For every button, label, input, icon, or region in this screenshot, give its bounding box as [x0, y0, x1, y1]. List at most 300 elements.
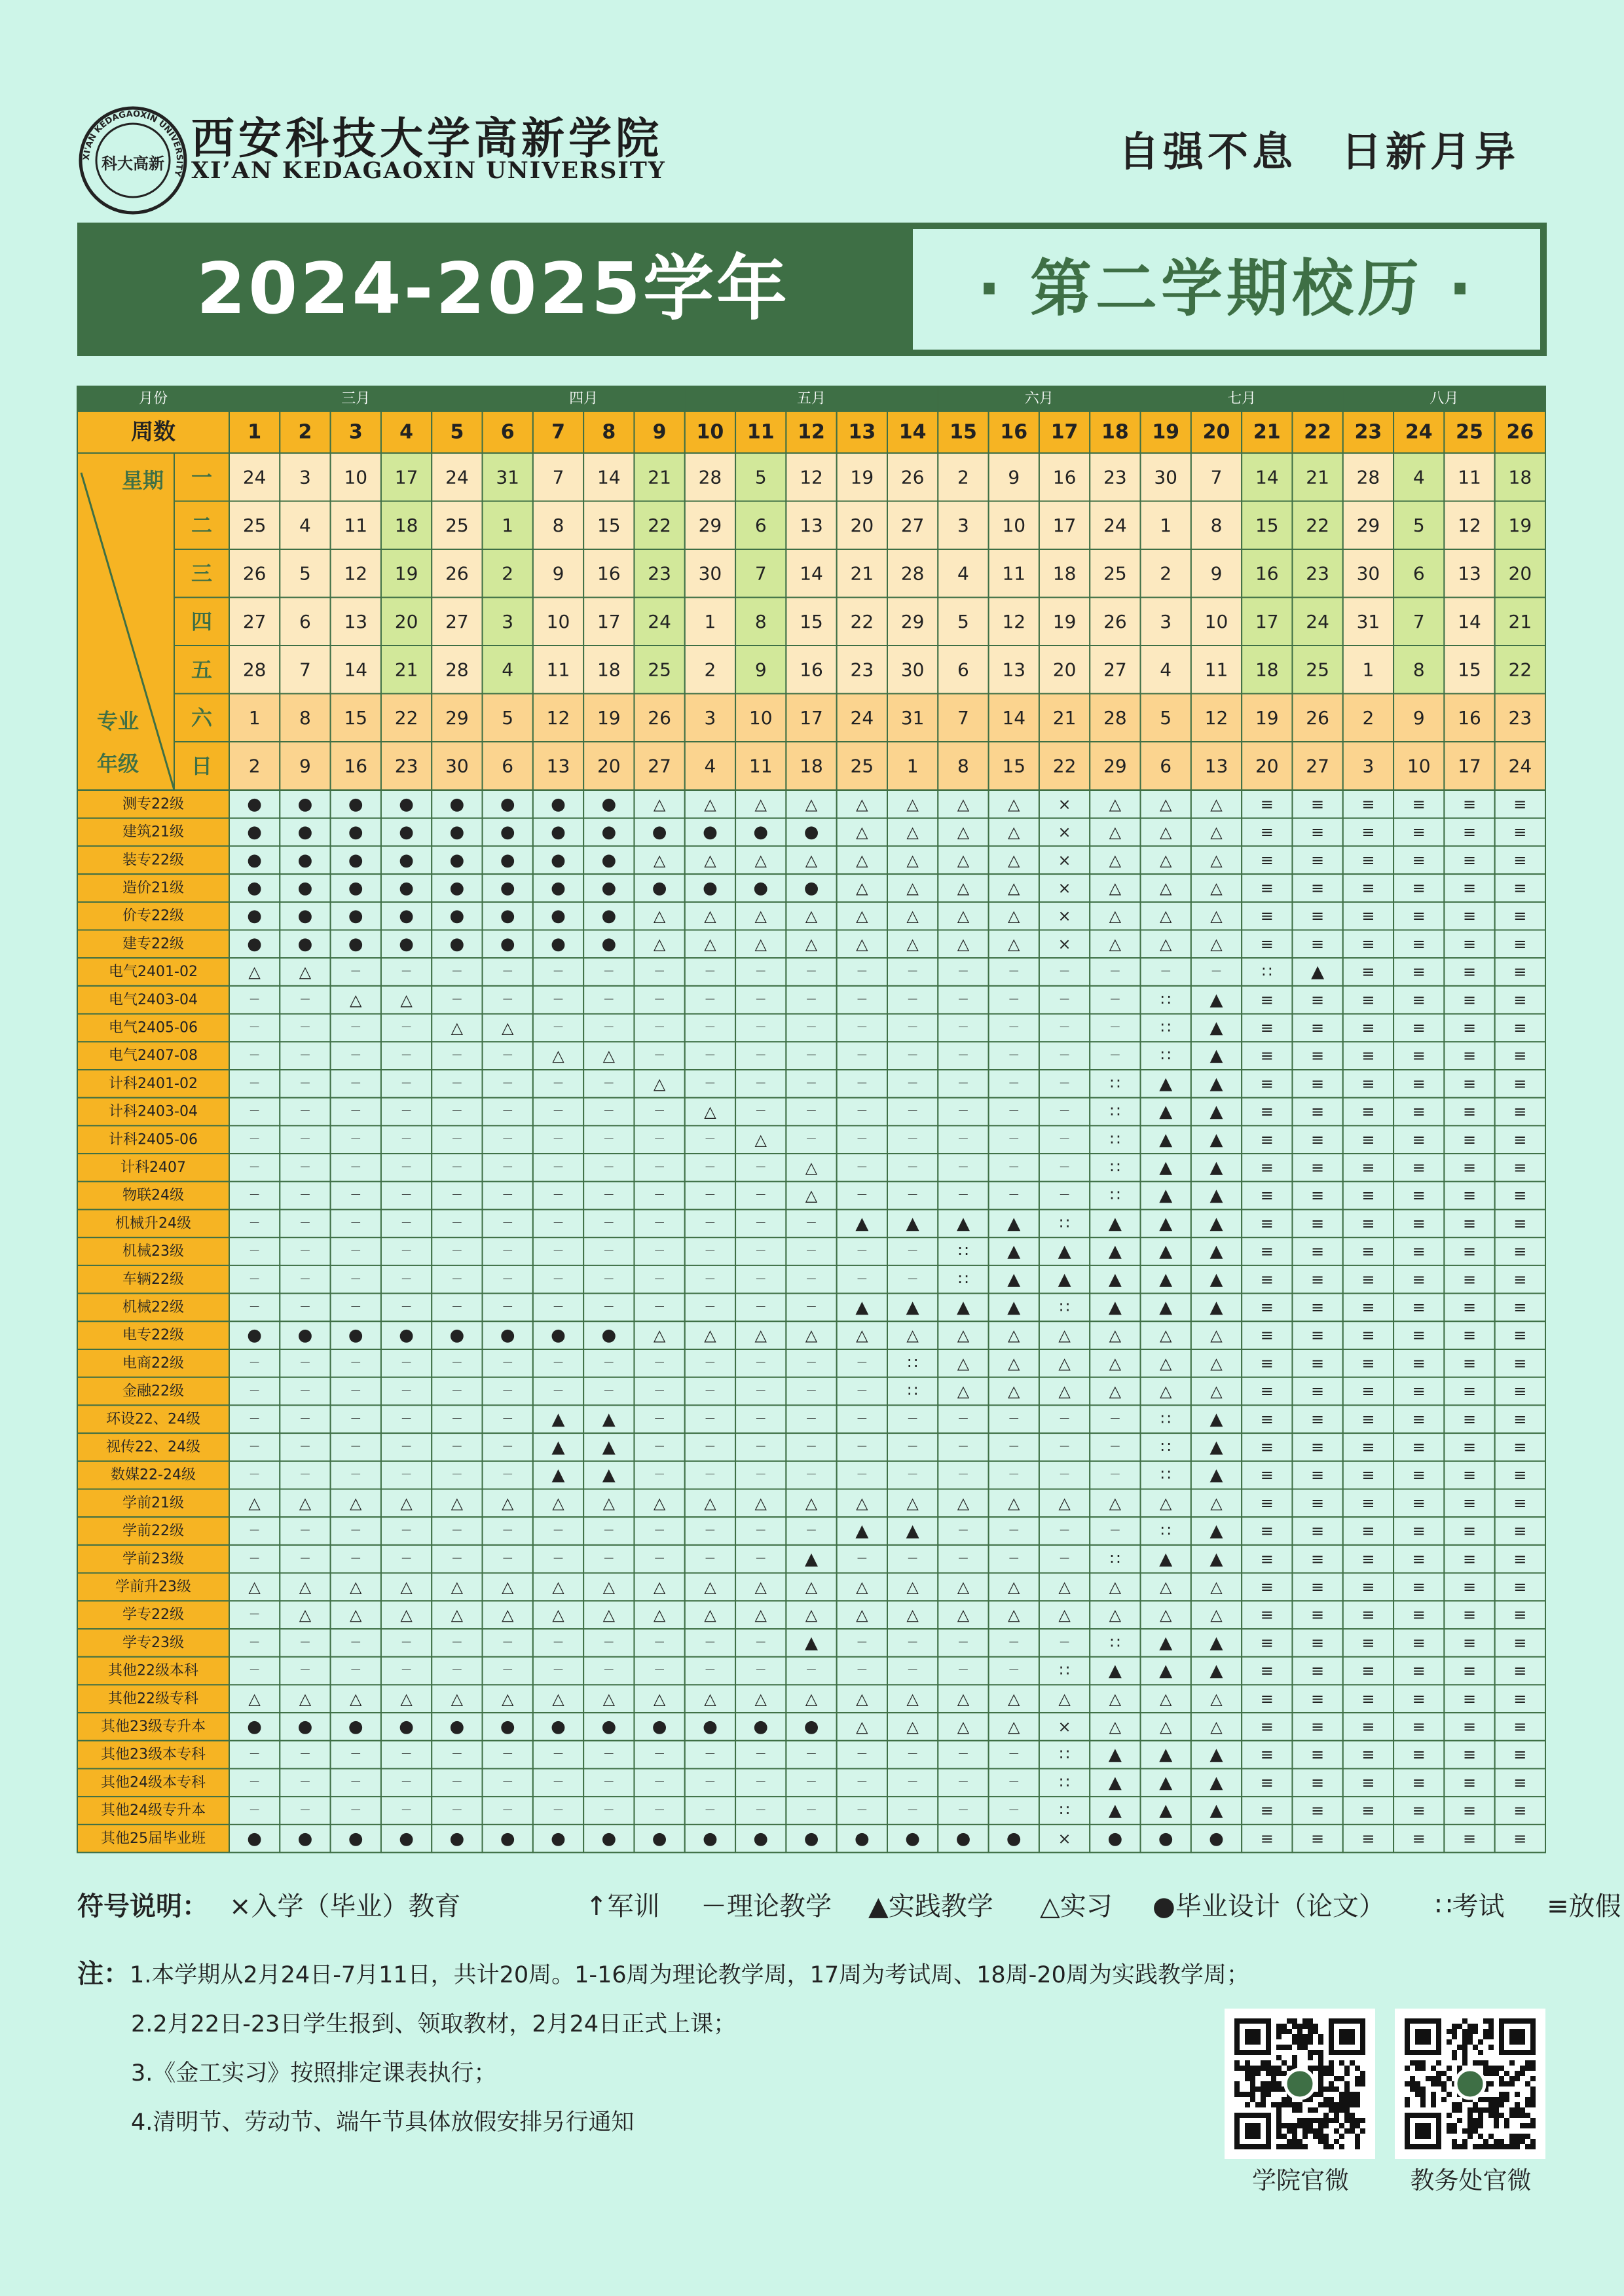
- date-number: 19: [1052, 610, 1077, 632]
- schedule-symbol: ●: [449, 906, 465, 926]
- date-number: 9: [1210, 562, 1223, 585]
- schedule-symbol: －: [1058, 1552, 1071, 1566]
- qr-module: [1302, 2045, 1308, 2050]
- schedule-symbol: ≡: [1462, 1801, 1477, 1820]
- schedule-symbol: －: [704, 1804, 716, 1818]
- qr-module: [1240, 2066, 1245, 2071]
- qr-module: [1478, 2123, 1483, 2128]
- schedule-symbol: ≡: [1462, 1717, 1477, 1736]
- schedule-symbol: －: [704, 1272, 716, 1286]
- schedule-symbol: －: [602, 1356, 615, 1370]
- schedule-symbol: ≡: [1361, 1466, 1375, 1485]
- qr-module: [1297, 2139, 1302, 2144]
- class-name: 价专22级: [122, 907, 184, 924]
- schedule-symbol: △: [653, 1493, 666, 1512]
- schedule-symbol: －: [350, 1356, 362, 1370]
- date-number: 28: [445, 659, 469, 681]
- schedule-symbol: ≡: [1361, 1801, 1375, 1820]
- class-name: 电气2401-02: [109, 964, 198, 981]
- schedule-symbol: △: [653, 1326, 666, 1345]
- schedule-symbol: △: [1109, 823, 1122, 842]
- date-number: 15: [800, 610, 823, 632]
- schedule-symbol: ≡: [1311, 823, 1325, 842]
- schedule-symbol: ∷: [1059, 1214, 1070, 1233]
- schedule-symbol: △: [856, 1605, 868, 1624]
- schedule-symbol: ●: [297, 934, 313, 954]
- schedule-symbol: －: [350, 1384, 362, 1398]
- qr-module: [1308, 2039, 1313, 2045]
- schedule-symbol: ≡: [1513, 1801, 1527, 1820]
- qr-module: [1292, 2060, 1297, 2066]
- date-number: 11: [546, 659, 570, 681]
- schedule-symbol: －: [1008, 1635, 1020, 1650]
- schedule-symbol: －: [957, 1049, 969, 1063]
- schedule-symbol: △: [754, 1577, 767, 1596]
- qr-module: [1488, 2029, 1494, 2034]
- schedule-symbol: △: [704, 1605, 716, 1624]
- qr-module: [1292, 2134, 1297, 2139]
- qr-module: [1339, 2134, 1344, 2139]
- month-label: 八月: [1430, 390, 1459, 407]
- schedule-symbol: ×: [1058, 823, 1071, 842]
- schedule-symbol: －: [957, 965, 969, 979]
- date-number: 6: [502, 755, 514, 777]
- schedule-symbol: ≡: [1311, 1270, 1325, 1289]
- week-number: 11: [747, 420, 775, 444]
- date-number: 29: [445, 706, 469, 729]
- date-number: 19: [394, 562, 418, 585]
- schedule-symbol: －: [350, 1552, 362, 1566]
- schedule-symbol: △: [754, 1130, 767, 1149]
- date-number: 6: [299, 610, 311, 632]
- date-number: 19: [1255, 706, 1279, 729]
- date-number: 4: [299, 514, 311, 536]
- logo-ring-text: XI'AN KEDAGAOXIN UNIVERSITY: [81, 109, 185, 177]
- qr-module: [1282, 2144, 1287, 2149]
- qr-module: [1515, 2134, 1520, 2139]
- date-number: 5: [502, 706, 514, 729]
- schedule-symbol: －: [754, 1049, 767, 1063]
- schedule-symbol: △: [602, 1689, 616, 1708]
- date-number: 5: [299, 562, 311, 585]
- schedule-symbol: ▲: [805, 1549, 819, 1569]
- schedule-symbol: －: [1008, 1524, 1020, 1539]
- schedule-symbol: ≡: [1361, 1438, 1375, 1457]
- schedule-symbol: △: [451, 1018, 464, 1037]
- schedule-symbol: －: [1058, 1524, 1071, 1539]
- schedule-symbol: ▲: [1209, 990, 1223, 1010]
- schedule-symbol: ●: [500, 878, 515, 898]
- schedule-symbol: △: [248, 1577, 261, 1596]
- schedule-symbol: △: [1159, 1689, 1172, 1708]
- qr-module: [1261, 2097, 1266, 2102]
- qr-module: [1494, 2139, 1499, 2144]
- schedule-symbol: △: [805, 1493, 818, 1512]
- qr-module: [1313, 2029, 1318, 2034]
- schedule-symbol: ≡: [1513, 1186, 1527, 1205]
- qr-module: [1287, 2097, 1292, 2102]
- schedule-symbol: ●: [399, 822, 414, 843]
- date-number: 20: [850, 514, 874, 536]
- schedule-symbol: －: [957, 1747, 969, 1762]
- schedule-symbol: ∷: [958, 1270, 969, 1289]
- schedule-symbol: △: [1159, 907, 1172, 926]
- schedule-symbol: ≡: [1412, 1605, 1426, 1624]
- schedule-symbol: －: [805, 1272, 818, 1286]
- date-number: 29: [900, 610, 925, 632]
- schedule-symbol: △: [1008, 1577, 1020, 1596]
- qr-finder-inner: [1245, 2123, 1261, 2139]
- schedule-symbol: △: [1109, 907, 1122, 926]
- date-number: 30: [698, 562, 722, 585]
- schedule-symbol: ≡: [1513, 1438, 1527, 1457]
- schedule-symbol: ▲: [1159, 1241, 1173, 1262]
- schedule-symbol: －: [248, 1635, 261, 1650]
- qr-module: [1323, 2123, 1329, 2128]
- schedule-symbol: △: [906, 1577, 919, 1596]
- schedule-symbol: ≡: [1260, 1577, 1274, 1596]
- qr-module: [1344, 2097, 1350, 2102]
- qr-module: [1266, 2081, 1271, 2086]
- schedule-symbol: －: [654, 1188, 666, 1203]
- schedule-symbol: －: [299, 1049, 311, 1063]
- date-number: 3: [1362, 755, 1375, 777]
- schedule-symbol: ▲: [1209, 1186, 1223, 1206]
- qr-module: [1318, 2060, 1323, 2066]
- date-number: 9: [1008, 466, 1020, 488]
- academic-affairs-wechat-qr[interactable]: [1395, 2009, 1545, 2159]
- qr-module: [1313, 2092, 1318, 2097]
- qr-module: [1323, 2139, 1329, 2144]
- week-number: 6: [500, 420, 515, 444]
- qr-module: [1350, 2128, 1355, 2134]
- schedule-symbol: ≡: [1361, 1410, 1375, 1429]
- schedule-symbol: △: [906, 1605, 919, 1624]
- qr-module: [1334, 2102, 1339, 2107]
- qr-module: [1452, 2144, 1457, 2149]
- schedule-symbol: ●: [652, 1829, 667, 1849]
- schedule-symbol: －: [704, 1356, 716, 1370]
- schedule-symbol: △: [906, 879, 919, 898]
- schedule-symbol: －: [654, 1133, 666, 1147]
- date-number: 22: [1306, 514, 1329, 536]
- qr-module: [1431, 2097, 1436, 2102]
- qr-module: [1245, 2102, 1250, 2107]
- class-name: 电气2405-06: [109, 1019, 198, 1036]
- schedule-symbol: ≡: [1412, 1466, 1426, 1485]
- schedule-symbol: －: [1058, 1188, 1071, 1203]
- schedule-symbol: ≡: [1513, 1633, 1527, 1652]
- date-number: 27: [1103, 659, 1127, 681]
- schedule-symbol: ●: [551, 934, 566, 954]
- schedule-symbol: －: [704, 1216, 716, 1231]
- schedule-symbol: △: [1210, 850, 1223, 869]
- date-number: 1: [502, 514, 514, 536]
- schedule-symbol: △: [299, 1493, 312, 1512]
- schedule-symbol: △: [451, 1493, 464, 1512]
- qr-module: [1530, 2144, 1536, 2149]
- schedule-symbol: ≡: [1311, 1046, 1325, 1065]
- schedule-symbol: △: [1210, 879, 1223, 898]
- date-number: 17: [1255, 610, 1279, 632]
- qr-module: [1483, 2029, 1488, 2034]
- schedule-symbol: ≡: [1513, 1689, 1527, 1708]
- qr-module: [1478, 2050, 1483, 2055]
- schedule-symbol: △: [1159, 934, 1172, 953]
- schedule-symbol: －: [552, 1133, 564, 1147]
- weekday-name: 二: [191, 513, 213, 538]
- qr-module: [1420, 2102, 1426, 2107]
- schedule-symbol: －: [602, 1021, 615, 1035]
- date-number: 15: [344, 706, 368, 729]
- qr-finder-inner: [1339, 2029, 1355, 2045]
- schedule-symbol: －: [502, 1216, 514, 1231]
- qr-module: [1441, 2086, 1447, 2092]
- schedule-symbol: ≡: [1462, 1046, 1477, 1065]
- qr-module: [1261, 2102, 1266, 2107]
- schedule-symbol: △: [1109, 850, 1122, 869]
- schedule-symbol: △: [856, 850, 868, 869]
- schedule-symbol: －: [805, 1804, 818, 1818]
- qr-module: [1494, 2144, 1499, 2149]
- schedule-symbol: ≡: [1361, 1074, 1375, 1093]
- schedule-symbol: －: [856, 1160, 868, 1175]
- date-number: 1: [1362, 659, 1375, 681]
- schedule-symbol: ≡: [1260, 1605, 1274, 1624]
- schedule-symbol: ●: [247, 906, 262, 926]
- qr-module: [1467, 2039, 1473, 2045]
- schedule-symbol: －: [451, 1412, 463, 1427]
- qr-module: [1457, 2045, 1462, 2050]
- schedule-symbol: ≡: [1361, 850, 1375, 869]
- date-number: 9: [1412, 706, 1425, 729]
- schedule-symbol: －: [451, 1245, 463, 1259]
- qr-module: [1499, 2092, 1504, 2097]
- qr-module: [1420, 2092, 1426, 2097]
- qr-module: [1287, 2123, 1292, 2128]
- schedule-symbol: －: [754, 1468, 767, 1482]
- qr-module: [1504, 2123, 1509, 2128]
- qr-module: [1240, 2092, 1245, 2097]
- qr-module: [1318, 2123, 1323, 2128]
- schedule-symbol: ≡: [1412, 1745, 1426, 1764]
- schedule-symbol: －: [906, 1412, 919, 1427]
- schedule-symbol: ▲: [1159, 1269, 1173, 1290]
- weekday-name: 五: [191, 657, 213, 682]
- date-number: 15: [597, 514, 621, 536]
- schedule-symbol: －: [805, 1356, 818, 1370]
- schedule-symbol: －: [805, 1412, 818, 1427]
- schedule-symbol: ≡: [1361, 1102, 1375, 1121]
- date-number: 7: [754, 562, 767, 585]
- qr-module: [1276, 2034, 1282, 2039]
- schedule-symbol: －: [350, 1076, 362, 1091]
- schedule-symbol: △: [350, 1577, 362, 1596]
- week-number: 2: [298, 420, 312, 444]
- qr-module: [1302, 2123, 1308, 2128]
- date-number: 8: [1210, 514, 1223, 536]
- qr-module: [1525, 2097, 1530, 2102]
- schedule-symbol: ●: [753, 1717, 769, 1737]
- qr-module: [1276, 2045, 1282, 2050]
- schedule-symbol: △: [1210, 823, 1223, 842]
- schedule-symbol: ▲: [1209, 1046, 1223, 1066]
- schedule-symbol: ≡: [1361, 1577, 1375, 1596]
- schedule-symbol: ≡: [1311, 1605, 1325, 1624]
- schedule-symbol: －: [299, 1076, 311, 1091]
- class-name: 建筑21级: [122, 824, 184, 841]
- schedule-symbol: －: [602, 1664, 615, 1678]
- schedule-symbol: ●: [399, 794, 414, 814]
- schedule-symbol: ≡: [1513, 1102, 1527, 1121]
- schedule-symbol: ▲: [1159, 1102, 1173, 1122]
- schedule-symbol: －: [704, 1133, 716, 1147]
- date-number: 23: [648, 562, 671, 585]
- qr-module: [1355, 2092, 1360, 2097]
- schedule-symbol: －: [552, 1160, 564, 1175]
- qr-module: [1494, 2123, 1499, 2128]
- qr-module: [1525, 2144, 1530, 2149]
- class-name: 学前23级: [122, 1550, 184, 1567]
- schedule-symbol: △: [1210, 1605, 1223, 1624]
- schedule-symbol: －: [805, 1104, 818, 1119]
- qr-module: [1515, 2102, 1520, 2107]
- schedule-symbol: －: [299, 1804, 311, 1818]
- schedule-symbol: ▲: [1209, 1745, 1223, 1765]
- schedule-symbol: ≡: [1361, 1214, 1375, 1233]
- qr-module: [1462, 2060, 1467, 2066]
- date-number: 31: [496, 466, 520, 488]
- qr-center-logo-icon: [1285, 2069, 1314, 2098]
- qr-module: [1488, 2134, 1494, 2139]
- qr-module: [1297, 2118, 1302, 2123]
- schedule-symbol: －: [552, 1300, 564, 1315]
- qr-module: [1509, 2113, 1515, 2118]
- week-number: 26: [1506, 420, 1534, 444]
- qr-module: [1261, 2081, 1266, 2086]
- qr-module: [1339, 2107, 1344, 2113]
- schedule-symbol: ≡: [1260, 1326, 1274, 1345]
- schedule-symbol: －: [654, 1384, 666, 1398]
- schedule-symbol: ▲: [1209, 1269, 1223, 1290]
- schedule-symbol: －: [957, 1133, 969, 1147]
- schedule-symbol: ●: [551, 878, 566, 898]
- schedule-symbol: －: [754, 1552, 767, 1566]
- qr-module: [1431, 2076, 1436, 2081]
- qr-module: [1530, 2060, 1536, 2066]
- schedule-symbol: ×: [1058, 795, 1071, 814]
- schedule-symbol: ●: [652, 878, 667, 898]
- qr-module: [1405, 2102, 1410, 2107]
- schedule-symbol: △: [704, 850, 716, 869]
- schedule-symbol: －: [1058, 1104, 1071, 1119]
- schedule-symbol: ≡: [1311, 907, 1325, 926]
- schedule-symbol: ∷: [1110, 1130, 1120, 1149]
- qr-module: [1509, 2107, 1515, 2113]
- qr-module: [1302, 2039, 1308, 2045]
- schedule-symbol: －: [451, 1747, 463, 1762]
- qr-module: [1329, 2071, 1334, 2076]
- schedule-symbol: △: [1058, 1577, 1071, 1596]
- date-number: 25: [242, 514, 267, 536]
- date-number: 18: [1052, 562, 1077, 585]
- schedule-symbol: －: [400, 1524, 413, 1539]
- schedule-symbol: －: [602, 1524, 615, 1539]
- date-number: 14: [344, 659, 368, 681]
- schedule-symbol: －: [654, 1049, 666, 1063]
- schedule-symbol: ▲: [855, 1213, 869, 1233]
- schedule-symbol: ≡: [1412, 850, 1426, 869]
- class-name: 机械22级: [122, 1299, 184, 1316]
- schedule-symbol: ≡: [1462, 1242, 1477, 1261]
- schedule-symbol: △: [957, 934, 970, 953]
- qr-module: [1488, 2081, 1494, 2086]
- schedule-symbol: ≡: [1412, 1046, 1426, 1065]
- schedule-symbol: △: [1159, 1382, 1172, 1401]
- schedule-symbol: －: [704, 993, 716, 1007]
- schedule-symbol: －: [704, 1076, 716, 1091]
- schedule-symbol: －: [400, 1804, 413, 1818]
- schedule-symbol: －: [299, 1356, 311, 1370]
- qr-module: [1457, 2024, 1462, 2029]
- college-wechat-qr[interactable]: [1225, 2009, 1375, 2159]
- date-number: 27: [1306, 755, 1329, 777]
- schedule-symbol: ▲: [1108, 1745, 1122, 1765]
- schedule-symbol: ≡: [1361, 1717, 1375, 1736]
- weekday-header-label: 星期: [121, 468, 164, 493]
- schedule-symbol: ≡: [1260, 1130, 1274, 1149]
- schedule-symbol: ●: [652, 822, 667, 843]
- schedule-symbol: －: [906, 1468, 919, 1482]
- week-number: 17: [1050, 420, 1079, 444]
- qr-module: [1261, 2060, 1266, 2066]
- qr-module: [1266, 2092, 1271, 2097]
- schedule-symbol: －: [957, 1188, 969, 1203]
- date-number: 13: [800, 514, 823, 536]
- date-number: 2: [957, 466, 969, 488]
- date-number: 3: [957, 514, 969, 536]
- class-name: 计科2401-02: [109, 1075, 198, 1092]
- schedule-symbol: ●: [551, 906, 566, 926]
- schedule-symbol: －: [906, 1104, 919, 1119]
- schedule-symbol: －: [654, 1524, 666, 1539]
- schedule-symbol: －: [350, 1133, 362, 1147]
- week-number: 8: [602, 420, 616, 444]
- schedule-symbol: －: [754, 1356, 767, 1370]
- schedule-symbol: ●: [449, 878, 465, 898]
- class-name: 车辆22级: [122, 1271, 184, 1288]
- qr-module: [1530, 2066, 1536, 2071]
- schedule-symbol: －: [704, 1300, 716, 1315]
- qr-module: [1276, 2144, 1282, 2149]
- qr-module: [1344, 2118, 1350, 2123]
- class-name: 学前升23级: [115, 1578, 191, 1595]
- schedule-symbol: －: [754, 1664, 767, 1678]
- schedule-symbol: ≡: [1462, 1689, 1477, 1708]
- qr-module: [1520, 2107, 1525, 2113]
- qr-module: [1473, 2118, 1478, 2123]
- schedule-symbol: ●: [500, 934, 515, 954]
- week-number: 16: [1000, 420, 1028, 444]
- schedule-symbol: △: [754, 907, 767, 926]
- schedule-symbol: ▲: [1159, 1661, 1173, 1681]
- schedule-symbol: △: [1008, 1493, 1020, 1512]
- schedule-symbol: －: [248, 1049, 261, 1063]
- schedule-symbol: －: [502, 1272, 514, 1286]
- qr-module: [1282, 2071, 1287, 2076]
- qr-module: [1297, 2034, 1302, 2039]
- schedule-symbol: ●: [399, 1717, 414, 1737]
